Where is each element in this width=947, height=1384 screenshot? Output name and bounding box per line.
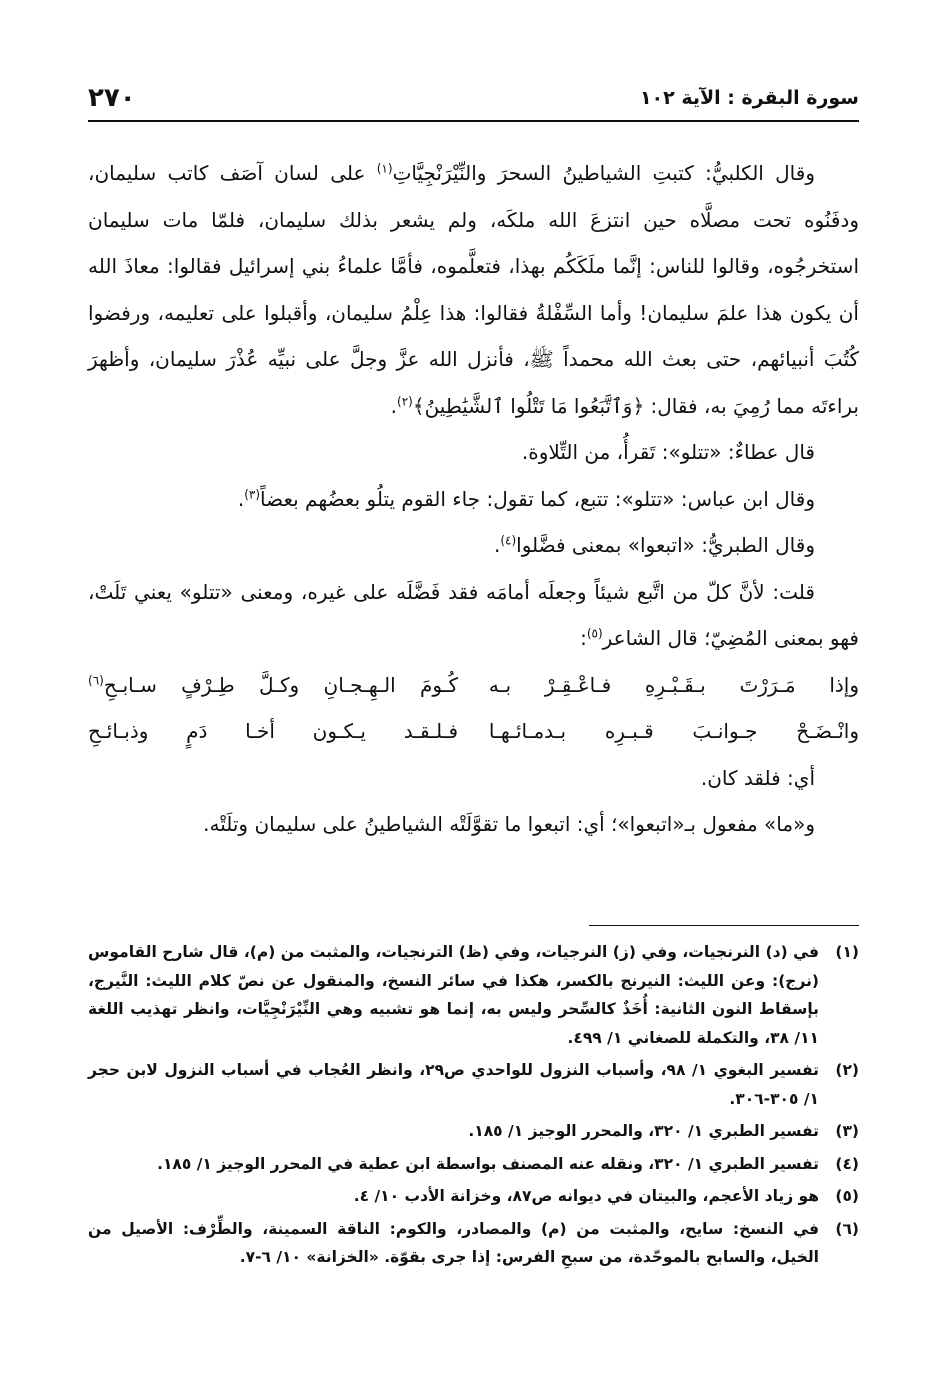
footnote-text: تفسير البغوي ١/ ٩٨، وأسباب النزول للواحدي ص٢٩، وانظر العُجاب في أسباب النزول لابن حجر ١/ ٣٠٥-٣٠٦. <box>88 1061 819 1108</box>
footnote-2 <box>88 1056 859 1113</box>
footnotes <box>88 938 859 1276</box>
paragraph-kalbi <box>88 150 859 429</box>
footnote-ref-4[interactable]: (٤) <box>500 533 517 548</box>
paragraph-ma: و«ما» مفعول بـ«اتبعوا»؛ أي: اتبعوا ما تقوَّلَتْه الشياطينُ على سليمان وتلَتْه. <box>203 812 815 836</box>
footnote-text: هو زياد الأعجم، والبيتان في ديوانه ص٨٧، وخزانة الأدب ١٠/ ٤. <box>353 1187 819 1205</box>
text-span: . <box>237 486 245 511</box>
paragraph-ibn-abbas <box>88 476 859 523</box>
text-span: : <box>580 626 587 650</box>
page-number: ٢٧٠ <box>88 83 136 113</box>
footnote-ref-6[interactable]: (٦) <box>88 672 104 687</box>
verse-2-second-hemistich: فـلـقـد يـكـون أخـا دَمٍ وذبـائـحِ <box>88 719 459 743</box>
poem-verse-1 <box>88 662 859 709</box>
text-span: وقال الكلبيُّ: كتبتِ الشياطينُ السحرَ والنِّيْرَنْجِيَّاتِ <box>392 161 815 185</box>
poem-verse-2 <box>88 708 859 755</box>
footnote-6 <box>88 1215 859 1272</box>
main-text <box>88 150 859 848</box>
verse-1-second-hemistich <box>88 662 458 709</box>
paragraph-ata: قال عطاءٌ: «تتلو»: تَقرأُ، من التِّلاوة. <box>521 440 815 464</box>
header-rule <box>88 120 859 122</box>
footnote-3 <box>88 1117 859 1146</box>
text-span: . <box>390 393 398 418</box>
footnote-ref-3[interactable]: (٣) <box>244 486 261 501</box>
page-header <box>88 80 859 116</box>
text-span: وقال الطبريُّ: «اتبعوا» بمعنى فضَّلوا <box>516 533 815 557</box>
paragraph-qultu <box>88 569 859 662</box>
text-span: قلت: لأنَّ كلّ من اتَّبع شيئاً وجعلَه أمامَه فقد فَضَّلَه على غيره، ومعنى «تتلو» يعني تَلَتْ، فهو بمعنى المُضِيّ؛ قال الشاعر <box>88 579 859 650</box>
footnote-number: (١) <box>835 943 859 961</box>
text-span: وقال ابن عباس: «تتلو»: تتبع، كما تقول: جاء القوم يتلُو بعضُهم بعضاً <box>260 486 815 511</box>
footnote-ref-5[interactable]: (٥) <box>586 626 603 641</box>
paragraph-tabari <box>88 522 859 569</box>
footnote-5 <box>88 1182 859 1211</box>
footnote-number: (٤) <box>835 1154 859 1173</box>
footnote-number: (٦) <box>835 1219 859 1238</box>
footnote-number: (٥) <box>835 1187 859 1205</box>
footnote-4 <box>88 1150 859 1179</box>
footnote-text: تفسير الطبري ١/ ٣٢٠، ونقله عنه المصنف بواسطة ابن عطية في المحرر الوجيز ١/ ١٨٥. <box>157 1154 819 1173</box>
footnote-number: (٣) <box>835 1122 859 1140</box>
footnote-text: تفسير الطبري ١/ ٣٢٠، والمحرر الوجيز ١/ ١٨٥. <box>468 1122 819 1140</box>
footnote-text: في النسخ: سايح، والمثبت من (م) والمصادر، والكوم: الناقة السمينة، والطِّرْف: الأصيل من الخيل، والسابح بالموحّدة، من سبحِ الفرس: إذا جرى بقوّة. «الخزانة» ١٠/ ٦-٧. <box>88 1219 819 1266</box>
running-head: سورة البقرة : الآية ١٠٢ <box>639 87 859 109</box>
paragraph-ay: أي: فلقد كان. <box>700 765 815 790</box>
footnote-separator <box>589 925 859 926</box>
footnote-text: في (د) النرنجيات، وفي (ز) النرجيات، وفي (ظ) الترنجيات، والمثبت من (م)، قال شارح القاموس (نرج): وعن الليث: النيرنج بالكسر، هكذا في سائر النسخ، والمنقول عن نصّ كلام الليث: النَّيرج، بإسقاط النون الثانية: أُخَذٌ كالسِّحر وليس به، إنما هو تشبيه وهي النِّيْرَنْجِيَّات، وانظر تهذيب اللغة ١١/ ٣٨، والتكملة للصغاني ١/ ٤٩٩. <box>88 943 819 1047</box>
footnote-number: (٢) <box>835 1061 859 1079</box>
footnote-ref-1[interactable]: (١) <box>376 161 393 176</box>
footnote-1 <box>88 938 859 1052</box>
verse-2-first-hemistich: وانْـضَـحْ جـوانـبَ قـبـرِه بـدمـائـهـا <box>488 719 859 743</box>
text-span: على لسان آصَف كاتب سليمان، ودفَنُوه تحت مصلَّاه حين انتزعَ الله ملكَه، ولم يشعر بذلك سليمان، فلمّا مات سليمان استخرجُوه، وقالوا للناس: إنَّما ملَكَكُم بهذا، فتعلَّموه، فأمَّا علماءُ بني إسرائيل فقالوا: معاذَ الله أن يكون هذا علمَ سليمان! وأما السِّفْلةُ فقالوا: هذا عِلْمُ سليمان، وأقبلوا على تعليمه، ورفضوا كُتُبَ أنبيائهم، حتى بعث الله محمداً ﷺ، فأنزل الله عزَّ وجلَّ على نبيِّه عُذْرَ سليمان، وأظهرَ براءتَه مما رُمِيَ به، فقال: ﴿وَٱتَّبَعُوا مَا تَتْلُوا ٱلشَّيَٰطِينُ﴾ <box>88 161 859 418</box>
verse-1-first-hemistich: وإذا مَـرَرْتَ بـقَـبْـرِهِ فـاعْـقِـرْ بـه <box>488 672 859 697</box>
footnote-ref-2[interactable]: (٢) <box>397 393 413 408</box>
text-span: كُـومَ الـهِـجـانِ وكـلَّ طِـرْفٍ سـابـحِ <box>103 672 459 697</box>
text-span: . <box>493 533 501 557</box>
